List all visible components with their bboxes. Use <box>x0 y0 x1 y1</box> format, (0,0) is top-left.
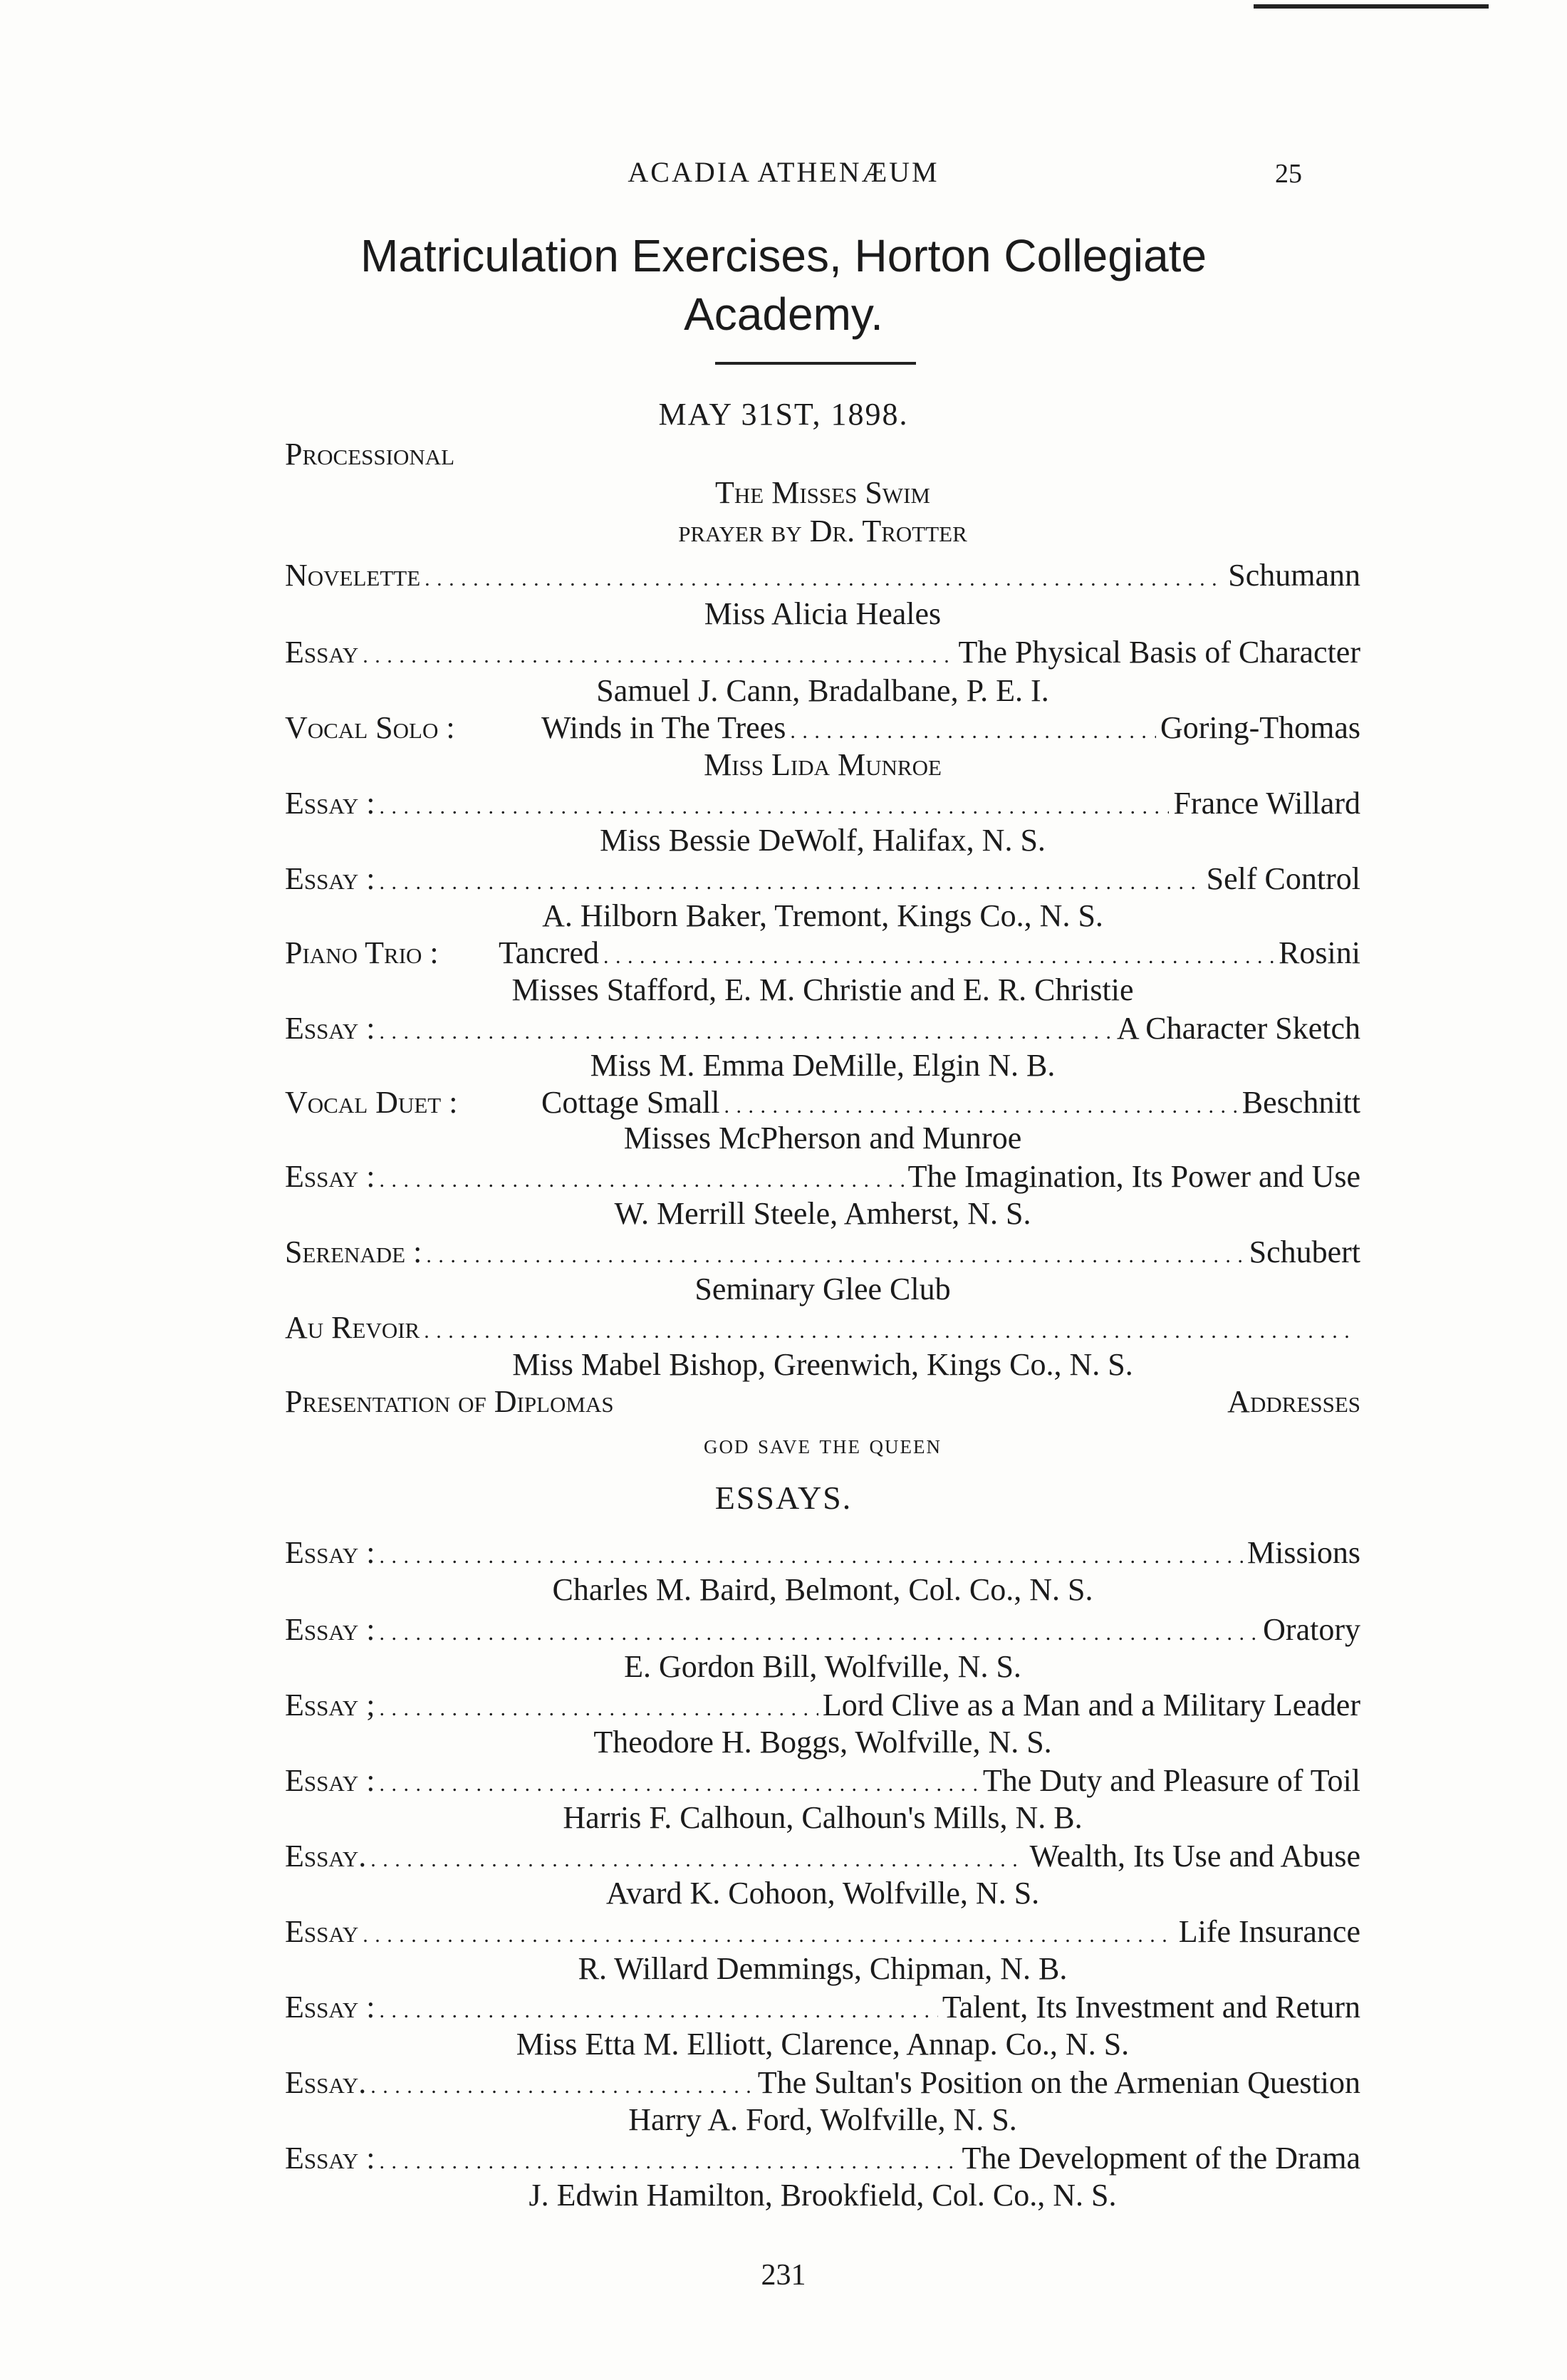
presentation-label: Presentation of Diplomas <box>285 1384 614 1419</box>
program-piece: Winds in The Trees <box>541 710 786 745</box>
program-performer: Misses McPherson and Munroe <box>623 1121 1022 1155</box>
essay-title: Lord Clive as a Man and a Military Leader <box>822 1688 1360 1722</box>
program-title: The Physical Basis of Character <box>958 635 1360 670</box>
program-row <box>285 785 1360 822</box>
essay-title: Talent, Its Investment and Return <box>942 1990 1360 2025</box>
program-performer: Misses Stafford, E. M. Christie and E. R. Christie <box>511 972 1134 1007</box>
program-row <box>285 1084 1360 1121</box>
title-rule <box>715 362 916 365</box>
program-label: Serenade : <box>285 1235 422 1269</box>
program-label: Essay : <box>285 861 375 896</box>
program-performer: Samuel J. Cann, Bradalbane, P. E. I. <box>596 673 1049 708</box>
program-row <box>285 710 1360 747</box>
leader-dots <box>363 634 954 675</box>
leader-dots <box>426 1234 1244 1274</box>
program-row <box>285 634 1360 671</box>
program-performer: Miss M. Emma DeMille, Elgin N. B. <box>590 1048 1056 1083</box>
running-head: ACADIA ATHENÆUM <box>628 156 939 188</box>
essay-row <box>285 1838 1360 1875</box>
program-label: Au Revoir <box>285 1310 420 1345</box>
program-row <box>285 1158 1360 1195</box>
program-title: Beschnitt <box>1241 1085 1360 1120</box>
essay-label: Essay : <box>285 1763 375 1798</box>
leader-dots <box>380 1534 1244 1575</box>
date-line: MAY 31ST, 1898. <box>658 397 909 432</box>
scan-edge-rule <box>1254 4 1489 9</box>
leader-dots <box>380 1158 904 1199</box>
essay-label: Essay : <box>285 1535 375 1570</box>
essays-heading: ESSAYS. <box>714 1480 853 1516</box>
essay-author: Avard K. Cohoon, Wolfville, N. S. <box>605 1876 1040 1911</box>
program-row <box>285 1234 1360 1271</box>
essay-row <box>285 1762 1360 1799</box>
program-performer: Miss Bessie DeWolf, Halifax, N. S. <box>600 823 1046 858</box>
essay-author: J. Edwin Hamilton, Brookfield, Col. Co., N. S. <box>529 2178 1117 2213</box>
program-piece: Tancred <box>499 935 600 970</box>
program-title: Schubert <box>1249 1235 1360 1269</box>
essay-title: Oratory <box>1263 1612 1360 1647</box>
essay-author: E. Gordon Bill, Wolfville, N. S. <box>624 1649 1021 1684</box>
leader-dots <box>370 2064 753 2105</box>
leader-dots <box>370 1838 1025 1878</box>
leader-dots <box>380 1687 818 1727</box>
leader-dots <box>380 1989 938 2030</box>
program-performer: A. Hilborn Baker, Tremont, Kings Co., N. S. <box>542 898 1103 933</box>
leader-dots <box>380 2140 958 2181</box>
program-row <box>285 935 1360 972</box>
essay-row <box>285 1534 1360 1571</box>
program-performer: Miss Mabel Bishop, Greenwich, Kings Co., N. S. <box>512 1347 1133 1382</box>
essay-label: Essay <box>285 1914 359 1949</box>
essay-author: Theodore H. Boggs, Wolfville, N. S. <box>593 1725 1052 1760</box>
essay-title: Life Insurance <box>1178 1914 1360 1949</box>
essay-label: Essay. <box>285 2065 367 2100</box>
program-performer: W. Merrill Steele, Amherst, N. S. <box>614 1196 1031 1231</box>
essay-label: Essay : <box>285 2141 375 2176</box>
essay-title: Missions <box>1247 1535 1360 1570</box>
essay-author: Harry A. Ford, Wolfville, N. S. <box>628 2102 1017 2137</box>
program-label: Novelette <box>285 558 421 593</box>
program-title: Rosini <box>1279 935 1360 970</box>
page-number: 231 <box>761 2259 806 2292</box>
program-row <box>285 1010 1360 1047</box>
program-row <box>285 861 1360 898</box>
essay-row <box>285 1913 1360 1950</box>
leader-dots <box>424 1309 1356 1350</box>
program-performer: Seminary Glee Club <box>694 1272 951 1306</box>
leader-dots <box>724 1084 1238 1125</box>
leader-dots <box>380 1010 1113 1051</box>
addresses-label: Addresses <box>1227 1384 1360 1419</box>
processional-row <box>285 436 1360 473</box>
processional-label: Processional <box>285 437 455 472</box>
leader-dots <box>380 785 1170 826</box>
leader-dots <box>425 557 1224 598</box>
essay-label: Essay : <box>285 1990 375 2025</box>
essay-title: The Sultan's Position on the Armenian Question <box>757 2065 1360 2100</box>
program-label: Essay : <box>285 1011 375 1046</box>
essay-label: Essay. <box>285 1839 367 1874</box>
program-label: Piano Trio : <box>285 935 439 970</box>
prayer-line <box>285 513 1360 550</box>
anthem-line: god save the queen <box>704 1430 942 1460</box>
essay-title: Wealth, Its Use and Abuse <box>1029 1839 1360 1874</box>
essay-author: R. Willard Demmings, Chipman, N. B. <box>578 1951 1068 1986</box>
leader-dots <box>380 1762 979 1803</box>
essay-title: The Duty and Pleasure of Toil <box>982 1763 1360 1798</box>
program-title: The Imagination, Its Power and Use <box>907 1159 1360 1194</box>
leader-dots <box>790 710 1156 750</box>
program-piece: Cottage Small <box>541 1085 720 1120</box>
essay-label: Essay : <box>285 1612 375 1647</box>
folio: 25 <box>1275 159 1302 189</box>
title-line-2: Academy. <box>684 289 883 340</box>
title-line-1: Matriculation Exercises, Horton Collegiate <box>360 230 1207 281</box>
essay-row <box>285 2064 1360 2101</box>
program-title: A Character Sketch <box>1116 1011 1360 1046</box>
program-performer: Miss Alicia Heales <box>704 596 942 631</box>
essay-author: Charles M. Baird, Belmont, Col. Co., N. S. <box>552 1572 1093 1607</box>
essay-row <box>285 1687 1360 1724</box>
program-label: Essay : <box>285 786 375 821</box>
leader-dots <box>380 861 1202 901</box>
processional-performers: The Misses Swim <box>715 475 930 510</box>
essay-row <box>285 1989 1360 2026</box>
program-title: Goring-Thomas <box>1160 710 1360 745</box>
program-label: Essay : <box>285 1159 375 1194</box>
leader-dots <box>380 1611 1259 1652</box>
prayer-text: prayer by Dr. Trotter <box>678 514 967 549</box>
program-label: Vocal Duet : <box>285 1085 458 1120</box>
program-title: France Willard <box>1173 786 1360 821</box>
leader-dots <box>363 1913 1174 1954</box>
essay-title: The Development of the Drama <box>962 2141 1360 2176</box>
essay-author: Miss Etta M. Elliott, Clarence, Annap. Co., N. S. <box>516 2027 1130 2062</box>
page-title <box>0 227 1567 343</box>
program-row <box>285 1309 1360 1346</box>
program-performer: Miss Lida Munroe <box>704 747 942 782</box>
program-label: Essay <box>285 635 359 670</box>
program-row <box>285 557 1360 594</box>
program-title: Self Control <box>1206 861 1360 896</box>
essay-row <box>285 2140 1360 2177</box>
program-title: Schumann <box>1228 558 1360 593</box>
essay-author: Harris F. Calhoun, Calhoun's Mills, N. B. <box>563 1800 1083 1835</box>
program-label: Vocal Solo : <box>285 710 455 745</box>
essay-row <box>285 1611 1360 1648</box>
presentation-row <box>285 1383 1360 1420</box>
essay-label: Essay ; <box>285 1688 375 1722</box>
leader-dots <box>603 935 1274 975</box>
